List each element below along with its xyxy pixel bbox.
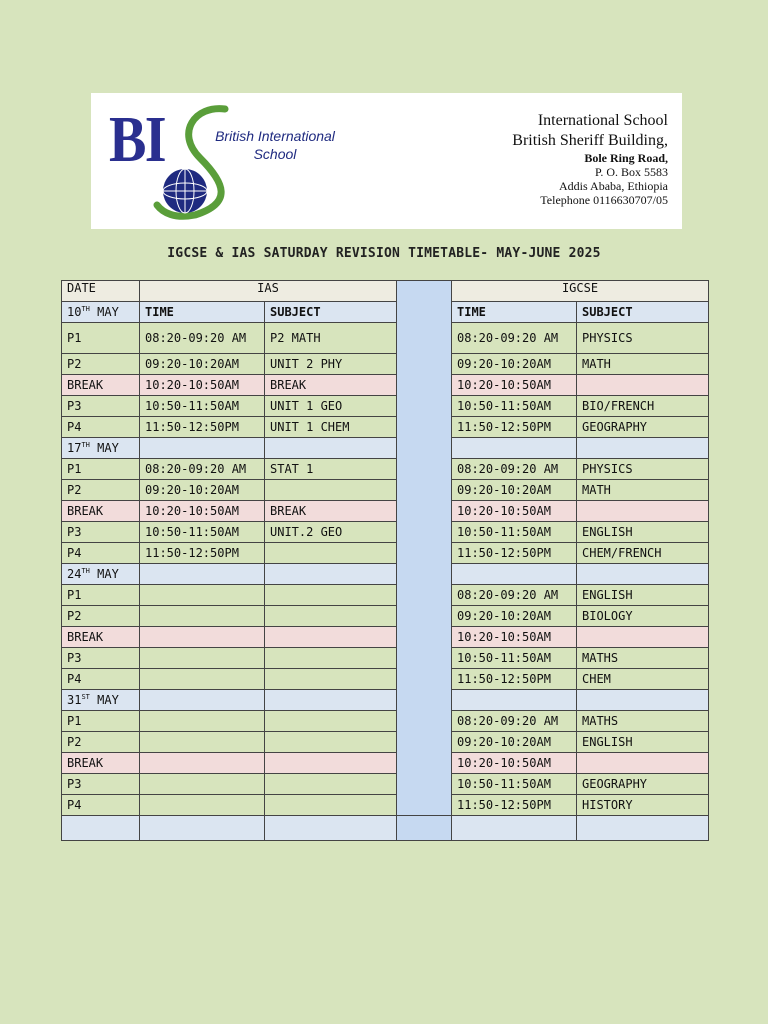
- logo-name-line2: School: [253, 146, 297, 162]
- header-date: DATE: [62, 281, 140, 302]
- header-igcse: IGCSE: [452, 281, 709, 302]
- igcse-time: 10:20-10:50AM: [452, 501, 577, 522]
- empty-cell: [265, 816, 397, 841]
- igcse-subject: MATHS: [577, 711, 709, 732]
- period-row: [62, 795, 709, 816]
- period-label: P4: [62, 543, 140, 564]
- empty-cell: [140, 816, 265, 841]
- gap-cell: [397, 585, 452, 606]
- period-label: BREAK: [62, 627, 140, 648]
- period-row: [62, 323, 709, 354]
- day-row: [62, 564, 709, 585]
- address-line: P. O. Box 5583: [594, 165, 668, 179]
- footer-row: [62, 816, 709, 841]
- gap-cell: [397, 522, 452, 543]
- period-row: [62, 396, 709, 417]
- period-row: [62, 417, 709, 438]
- ias-time: 10:20-10:50AM: [140, 501, 265, 522]
- gap-cell: [397, 501, 452, 522]
- igcse-subject: [577, 375, 709, 396]
- empty-cell: [140, 564, 265, 585]
- igcse-subject: PHYSICS: [577, 323, 709, 354]
- igcse-time: 10:50-11:50AM: [452, 522, 577, 543]
- ias-subject: [265, 606, 397, 627]
- igcse-subject: [577, 753, 709, 774]
- page-title: IGCSE & IAS SATURDAY REVISION TIMETABLE- MAY-JUNE 2025: [167, 246, 601, 261]
- igcse-subject: GEOGRAPHY: [577, 417, 709, 438]
- ias-subject: UNIT.2 GEO: [265, 522, 397, 543]
- gap-cell: [397, 732, 452, 753]
- day-label: [62, 564, 140, 585]
- gap-cell: [397, 648, 452, 669]
- break-row: [62, 753, 709, 774]
- address-line: Bole Ring Road,: [584, 151, 668, 165]
- ias-time: 10:50-11:50AM: [140, 396, 265, 417]
- gap-cell: [397, 795, 452, 816]
- period-row: [62, 711, 709, 732]
- gap-cell: [397, 396, 452, 417]
- ias-time: 11:50-12:50PM: [140, 543, 265, 564]
- table-header-row: [62, 281, 709, 302]
- day-label: [62, 438, 140, 459]
- date-month: MAY: [89, 567, 119, 581]
- igcse-time: 10:50-11:50AM: [452, 648, 577, 669]
- igcse-time: 11:50-12:50PM: [452, 543, 577, 564]
- date-month: MAY: [89, 441, 119, 455]
- igcse-subject: PHYSICS: [577, 459, 709, 480]
- igcse-time: 10:20-10:50AM: [452, 753, 577, 774]
- logo-name-line1: British International: [215, 128, 335, 144]
- ias-subject: BREAK: [265, 501, 397, 522]
- ias-time: 09:20-10:20AM: [140, 354, 265, 375]
- address-line: Telephone 0116630707/05: [540, 193, 668, 207]
- gap-cell: [397, 753, 452, 774]
- ias-subject: UNIT 2 PHY: [265, 354, 397, 375]
- ias-time: [140, 732, 265, 753]
- date-number: 24: [67, 567, 82, 581]
- igcse-subject: BIO/FRENCH: [577, 396, 709, 417]
- gap-cell: [397, 564, 452, 585]
- igcse-subject: CHEM: [577, 669, 709, 690]
- ias-time: 08:20-09:20 AM: [140, 323, 265, 354]
- date-suffix: ST: [81, 693, 90, 701]
- date-suffix: TH: [81, 441, 90, 449]
- gap-cell: [397, 459, 452, 480]
- break-row: [62, 375, 709, 396]
- period-row: [62, 774, 709, 795]
- ias-subject: [265, 774, 397, 795]
- period-label: P1: [62, 459, 140, 480]
- empty-cell: [140, 690, 265, 711]
- igcse-time: 08:20-09:20 AM: [452, 711, 577, 732]
- period-row: [62, 522, 709, 543]
- school-address: [512, 111, 668, 207]
- igcse-time: 10:20-10:50AM: [452, 627, 577, 648]
- ias-time: 10:20-10:50AM: [140, 375, 265, 396]
- ias-time: 10:50-11:50AM: [140, 522, 265, 543]
- period-label: P3: [62, 396, 140, 417]
- subheader-row: [62, 302, 709, 323]
- igcse-subject: ENGLISH: [577, 732, 709, 753]
- date-suffix: TH: [81, 305, 90, 313]
- logo-letters: BI: [109, 103, 165, 176]
- gap-cell: [397, 711, 452, 732]
- ias-time: [140, 648, 265, 669]
- igcse-time: 11:50-12:50PM: [452, 795, 577, 816]
- igcse-subject: CHEM/FRENCH: [577, 543, 709, 564]
- ias-subject: [265, 711, 397, 732]
- period-row: [62, 606, 709, 627]
- gap-cell: [397, 816, 452, 841]
- empty-cell: [452, 438, 577, 459]
- ias-time: [140, 606, 265, 627]
- period-row: [62, 669, 709, 690]
- subheader-igcse-time: TIME: [452, 302, 577, 323]
- gap-cell: [397, 302, 452, 323]
- gap-cell: [397, 480, 452, 501]
- period-row: [62, 459, 709, 480]
- empty-cell: [577, 690, 709, 711]
- period-row: [62, 585, 709, 606]
- school-logo: [105, 103, 335, 221]
- igcse-subject: MATH: [577, 354, 709, 375]
- empty-cell: [452, 690, 577, 711]
- ias-subject: UNIT 1 GEO: [265, 396, 397, 417]
- period-label: P3: [62, 774, 140, 795]
- gap-cell: [397, 375, 452, 396]
- day-label: [62, 302, 140, 323]
- period-label: P1: [62, 585, 140, 606]
- ias-time: [140, 711, 265, 732]
- date-month: MAY: [89, 693, 119, 707]
- igcse-subject: [577, 627, 709, 648]
- gap-cell: [397, 774, 452, 795]
- address-line: International School: [537, 112, 668, 129]
- subheader-ias-time: TIME: [140, 302, 265, 323]
- period-label: P3: [62, 522, 140, 543]
- empty-cell: [452, 564, 577, 585]
- timetable: [61, 280, 709, 841]
- period-label: P4: [62, 795, 140, 816]
- igcse-time: 08:20-09:20 AM: [452, 585, 577, 606]
- gap-cell: [397, 669, 452, 690]
- igcse-subject: ENGLISH: [577, 522, 709, 543]
- gap-cell: [397, 627, 452, 648]
- gap-cell: [397, 354, 452, 375]
- logo-school-name: [205, 127, 345, 163]
- period-label: P2: [62, 354, 140, 375]
- ias-subject: [265, 795, 397, 816]
- igcse-time: 11:50-12:50PM: [452, 417, 577, 438]
- day-row: [62, 438, 709, 459]
- ias-time: [140, 774, 265, 795]
- ias-time: [140, 585, 265, 606]
- igcse-time: 10:50-11:50AM: [452, 396, 577, 417]
- header-ias: IAS: [140, 281, 397, 302]
- period-row: [62, 732, 709, 753]
- period-label: P2: [62, 732, 140, 753]
- ias-time: [140, 669, 265, 690]
- ias-subject: [265, 585, 397, 606]
- ias-subject: P2 MATH: [265, 323, 397, 354]
- ias-time: [140, 753, 265, 774]
- ias-time: [140, 627, 265, 648]
- ias-subject: STAT 1: [265, 459, 397, 480]
- date-month: MAY: [89, 305, 119, 319]
- period-label: BREAK: [62, 753, 140, 774]
- igcse-subject: MATH: [577, 480, 709, 501]
- empty-cell: [265, 564, 397, 585]
- ias-subject: BREAK: [265, 375, 397, 396]
- date-number: 10: [67, 305, 82, 319]
- ias-subject: [265, 732, 397, 753]
- igcse-subject: [577, 501, 709, 522]
- period-label: P4: [62, 417, 140, 438]
- igcse-time: 09:20-10:20AM: [452, 606, 577, 627]
- igcse-time: 09:20-10:20AM: [452, 354, 577, 375]
- igcse-time: 09:20-10:20AM: [452, 732, 577, 753]
- igcse-subject: HISTORY: [577, 795, 709, 816]
- empty-cell: [140, 438, 265, 459]
- empty-cell: [577, 816, 709, 841]
- empty-cell: [577, 564, 709, 585]
- ias-subject: [265, 648, 397, 669]
- empty-cell: [62, 816, 140, 841]
- igcse-time: 09:20-10:20AM: [452, 480, 577, 501]
- period-label: P1: [62, 711, 140, 732]
- gap-cell: [397, 543, 452, 564]
- ias-time: 09:20-10:20AM: [140, 480, 265, 501]
- empty-cell: [265, 438, 397, 459]
- period-label: BREAK: [62, 375, 140, 396]
- gap-cell: [397, 606, 452, 627]
- date-number: 17: [67, 441, 82, 455]
- empty-cell: [452, 816, 577, 841]
- address-line: Addis Ababa, Ethiopia: [559, 179, 668, 193]
- igcse-time: 10:20-10:50AM: [452, 375, 577, 396]
- subheader-ias-subject: SUBJECT: [265, 302, 397, 323]
- letterhead: [91, 93, 682, 229]
- period-label: P2: [62, 480, 140, 501]
- igcse-subject: MATHS: [577, 648, 709, 669]
- ias-subject: UNIT 1 CHEM: [265, 417, 397, 438]
- subheader-igcse-subject: SUBJECT: [577, 302, 709, 323]
- date-suffix: TH: [81, 567, 90, 575]
- period-row: [62, 648, 709, 669]
- period-label: BREAK: [62, 501, 140, 522]
- igcse-time: 08:20-09:20 AM: [452, 323, 577, 354]
- address-line: British Sheriff Building,: [512, 132, 668, 149]
- ias-time: 11:50-12:50PM: [140, 417, 265, 438]
- empty-cell: [577, 438, 709, 459]
- igcse-time: 11:50-12:50PM: [452, 669, 577, 690]
- period-row: [62, 543, 709, 564]
- empty-cell: [265, 690, 397, 711]
- period-label: P4: [62, 669, 140, 690]
- break-row: [62, 501, 709, 522]
- gap-cell: [397, 417, 452, 438]
- igcse-subject: ENGLISH: [577, 585, 709, 606]
- igcse-time: 08:20-09:20 AM: [452, 459, 577, 480]
- igcse-subject: GEOGRAPHY: [577, 774, 709, 795]
- gap-cell: [397, 281, 452, 302]
- gap-cell: [397, 690, 452, 711]
- ias-time: 08:20-09:20 AM: [140, 459, 265, 480]
- gap-cell: [397, 323, 452, 354]
- period-label: P1: [62, 323, 140, 354]
- ias-subject: [265, 669, 397, 690]
- gap-cell: [397, 438, 452, 459]
- ias-subject: [265, 480, 397, 501]
- break-row: [62, 627, 709, 648]
- period-row: [62, 480, 709, 501]
- day-label: [62, 690, 140, 711]
- igcse-time: 10:50-11:50AM: [452, 774, 577, 795]
- period-row: [62, 354, 709, 375]
- ias-subject: [265, 627, 397, 648]
- date-number: 31: [67, 693, 82, 707]
- igcse-subject: BIOLOGY: [577, 606, 709, 627]
- ias-time: [140, 795, 265, 816]
- period-label: P3: [62, 648, 140, 669]
- ias-subject: [265, 543, 397, 564]
- ias-subject: [265, 753, 397, 774]
- day-row: [62, 690, 709, 711]
- period-label: P2: [62, 606, 140, 627]
